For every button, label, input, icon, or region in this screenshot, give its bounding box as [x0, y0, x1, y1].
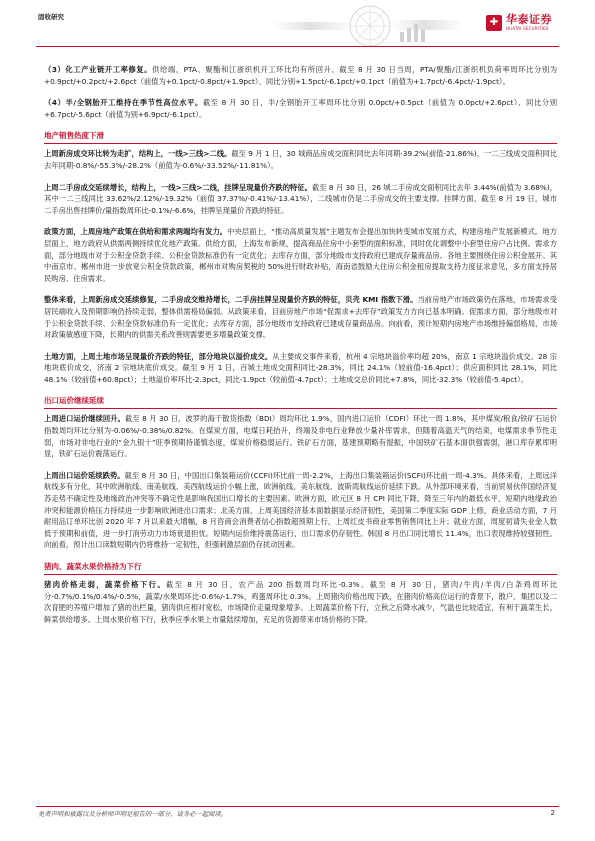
report-body: [44, 64, 557, 635]
huatai-logo-icon: ✚: [486, 15, 502, 31]
paragraph-pork-vegetables: 猪肉价格走弱，蔬菜价格下行。截至 8 月 30 日，农产品 200 指数周均环比-0.3%。截至 8 月 30 日，猪肉/牛肉/羊肉/白条鸡周环比分-0.7%/0.1%/0.4%/-0.5%，蔬菜/水果周环比-0.6%/-1.7%，鸡蛋周环比 0.3%。上周猪肉价格出现下跌，在猪肉价格高位运行的背景下，散户、集团以及二次育肥的养殖户增加了猪的出栏量，猪肉供应相对宽松，市场降价走量现象增多。上周蔬菜价格下行，立秋之后降水减少，气温也比较适宜，有利于蔬菜生长，鲜菜供给增多。上周水果价格下行，秋季应季水果上市量陆续增加，充足的货源带来市场价格的下降。: [44, 580, 557, 624]
brand-logo: [486, 14, 552, 31]
section-heading-food-prices: 猪肉、蔬菜水果价格持为下行: [44, 562, 142, 571]
header-decoration-graphic: [250, 2, 480, 50]
paragraph-new-home: 上周新房成交环比转为走扩，结构上，一线>三线>二线。截至 9 月 1 日，30 城商品房成交面积同比去年同期-39.2%(前值-21.86%)，一二三线成交面积同比去年同期-0.8%/-55.3%/-28.2%（前值为-0.6%/-33.52%/-11.81%）。: [44, 149, 557, 170]
paragraph-tire: （4）半/全钢胎开工维持在季节性高位水平。截至 8 月 30 日，半/全钢胎开工率周环比分别 0.0pct/+0.5pct（前值为 0.0pct/+2.6pct）、同比分别+6.7pct/-5.6pct（前值为别+6.9pct/-6.1pct）。: [44, 98, 558, 119]
paragraph-overall: 整体来看，上周新房成交延续修复，二手房成交维持增长，二手房挂牌呈现量价齐跌的特征，贝壳 KMI 指数下滑。当前房地产市场政策仍在落地，市场需求受居民端收入及预期影响仍持续走弱，整体供需格局偏弱。从政策来看，目前房地产市场“促需求+去库存”政策发力方向已基本明确。促需求方面，部分地级市对于公积金贷款手续、公积金贷款标准仍有一定优化；去库存方面，部分地级市支持政府已建成存量商品房。向前看，预计短期内房地产市场维持偏弱格局，市场对政策敏感度下降，长期内的供需关系改善则需要更多增量政策支撑。: [44, 295, 557, 340]
paragraph-second-hand: 上周二手房成交延续增长，结构上，一线>三线>二线，挂牌呈现量价齐跌的特征。截至 8 月 30 日，26 城二手房成交面积同比去年 3.44%(前值为 3.68%)，其中一二三线同比 33.62%/2.12%/-19.32%（前值 37.37%/-0.41%/-13.41%），二线城市仍是二手房成交的主要支撑。挂牌方面，截至 8 月 19 日，城市二手房出售挂牌价/量指数周环比-0.1%/-6.6%，挂牌呈现量价齐跌的特征。: [44, 182, 557, 215]
section-heading-freight: 出口运价继续延续: [44, 396, 104, 406]
section-rule: [44, 574, 557, 575]
footer-divider: [36, 806, 559, 807]
section-heading-property: 地产销售热度下滑: [44, 131, 104, 141]
page-number: 2: [550, 809, 555, 817]
paragraph-export-freight: 上周出口运价延续跌势。截至 8 月 30 日，中国出口集装箱运价(CCFI)环比前一周-2.2%，上海出口集装箱运价(SCFI)环比前一周-4.3%。具体来看，上周远洋航线多有分化，其中欧洲航线、南美航线、美西航线运价小幅上涨，欧洲航线、美东航线、波斯湾航线运价延续下跌。从外部环境来看，当前贸易伙伴国经济复苏走势不确定性及地缘政治冲突等不确定性是影响我国出口增长的主要因素。欧洲方面，欧元区 8 月 CPI 同比下降，降至三年内的最低水平，短期内地缘政治冲突和能源价格压力持续进一步影响欧洲进出口需求；北美方面，上周美国经济基本面数据显示经济韧性，美国第二季度实际 GDP 上修，商业活动方面，7 月耐用品订单环比创 2020 年 7 月以来最大增幅，8 月咨商会消费者信心指数超预期上行，上周红皮书商业零售销售同比上升；就业方面，周度初请失业金人数低于预期和前值，进一步打消劳动力市场衰退担忧。短期内运价维持震荡运行，出口需求仍存韧性。韩国 8 月出口同比增长 11.4%，出口表现维持较强韧性。向前看，预计出口读数短期内仍将维持一定韧性，但强刺激层面仍存扰动因素。: [44, 470, 558, 550]
brand-name-cn: 华泰证券: [506, 13, 552, 26]
report-category: 固收研究: [38, 13, 64, 21]
section-rule: [44, 408, 557, 409]
header-divider: [36, 46, 559, 47]
paragraph-policy: 政策方面，上周房地产政策在供给和需求两端均有发力。中央层面上，“推动高质量发展”主题发布会提出加快转变城市发展方式，构建房地产发展新模式。地方层面上，地方政府从供需两侧持续优化地产政策。供给方面，上海发布新规，提高商品住房中小套型的面积标准，同时优化调整中小套型住房户占比例。需求方面，部分地级市对于公积金贷款手续、公积金贷款标准仍有一定优化；去库存方面，部分地级市支持政府已建成存量商品房。各地主要围绕住房公积金展开。其中南京市、郴州市进一步放宽公积金贷款政策，郴州市对购房契税的 50%进行财政补贴，海南省鼓励大住房公积金租房提取支持力度征求意见，多方面支持居民购房、住房需求。: [44, 227, 558, 283]
footer-disclaimer: 免责声明和披露以及分析师声明是报告的一部分，请务必一起阅读。: [38, 811, 227, 818]
brand-name-en: HUATAI SECURITIES: [506, 26, 549, 31]
section-rule: [44, 143, 557, 144]
paragraph-chemical: （3）化工产业链开工率修复。供给端，PTA、聚酯和江浙织机开工环比均有所回升。截至 8 月 30 日当周，PTA/聚酯/江浙织机负荷率周环比分别为+0.9pct/+0.2pct/+2.6pct（前值为+0.1pct/-0.8pct/+1.9pct）、同比分别+1.5pct/-6.1pct/+0.1pct（前值为+1.7pct/-6.4pct/-1.9pct）。: [44, 65, 558, 86]
paragraph-import-freight: 上周进口运价继续回升。截至 8 月 30 日，波罗的海干散货指数（BDI）周均环比 1.9%，国内进口运价（CDFI）环比一周 1.8%，其中煤炭/粮食/铁矿石运价指数周均环比分别为-0.06%/-0.38%/0.82%。在煤炭方面，电煤日耗抬升，终端及非电行业释放少量补库需求，但随着高温天气的结束，电煤需求季节性走弱，市场对非电行业的“金九银十”旺季预期持谨慎态度，煤炭价格稳弱运行。铁矿石方面，基建预期略有提振，中国铁矿石基本面供强需弱，港口库存累库明显，铁矿石运价震荡运行。: [44, 414, 557, 459]
paragraph-land: 土地方面，上周土地市场呈现量价齐跌的特征，部分地块以溢价成交。从主要成交事件来看，杭州 4 宗地块溢价率均超 20%，南京 1 宗地块溢价成交、28 宗地块底价成交，济南 2 宗地块底价成交。截至 9 月 1 日，百城土地成交面积同比-28.3%，同比 24.1%（较前值-16.4pct）；供应面积同比 28.1%，同比 48.1%（较前值+60.8pct）；土地溢价率环比-2.3pct，同比-1.9pct（较前值-4.7pct）；土地成交总价同比+7.8%，同比-32.3%（较前值-5.4pct）。: [44, 351, 557, 384]
